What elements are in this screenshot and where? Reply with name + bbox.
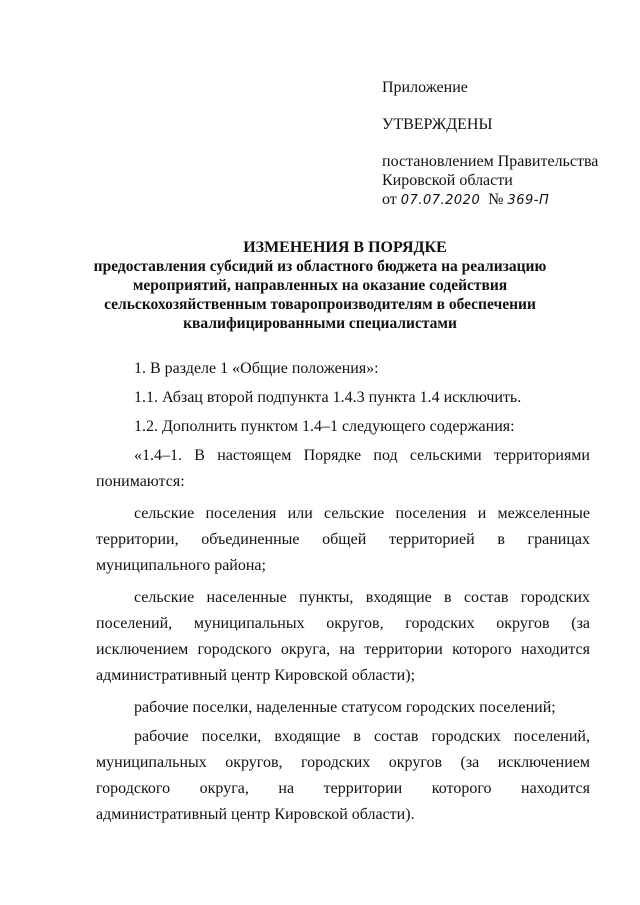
paragraph-rural-localities: сельские населенные пункты, входящие в состав городских поселений, муниципальных округов, городских округов (за исключением городского округа, на территории которого находится административный центр Кировской области);: [96, 589, 590, 684]
approval-line-2: Кировской области: [382, 172, 513, 189]
title-sub-line: сельскохозяйственным товаропроизводителям в обеспечении: [104, 296, 536, 313]
paragraph-workers-settlements-included: рабочие поселки, входящие в состав городских поселений, муниципальных округов, городских округов (за исключением городского округа, на территории которого находится административный центр Кировской области).: [96, 728, 590, 823]
handwritten-number: 369-П: [507, 193, 550, 208]
document-body: [96, 356, 590, 834]
paragraph-1-4-1: «1.4–1. В настоящем Порядке под сельскими территориями понимаются:: [96, 447, 590, 490]
handwritten-date: 07.07.2020: [400, 193, 481, 208]
approved-label: УТВЕРЖДЕНЫ: [382, 116, 493, 133]
document-title: [0, 238, 640, 333]
approval-date-line: [382, 190, 622, 210]
paragraph-workers-settlements-status: рабочие поселки, наделенные статусом городских поселений;: [134, 699, 556, 716]
title-sub-line: мероприятий, направленных на оказание содействия: [132, 277, 508, 294]
paragraph-section-1: 1. В разделе 1 «Общие положения»:: [134, 360, 379, 377]
title-sub-line: квалифицированными специалистами: [183, 315, 457, 332]
number-label: №: [488, 191, 504, 208]
paragraph-1-1: 1.1. Абзац второй подпункта 1.4.3 пункта 1.4 исключить.: [134, 389, 522, 406]
paragraph-1-2: 1.2. Дополнить пунктом 1.4–1 следующего содержания:: [134, 418, 515, 435]
paragraph-rural-settlements: сельские поселения или сельские поселения и межселенные территории, объединенные общей территорией в границах муниципального района;: [96, 505, 590, 574]
approval-block: [382, 78, 622, 210]
title-main: ИЗМЕНЕНИЯ В ПОРЯДКЕ: [243, 239, 447, 256]
title-sub-line: предоставления субсидий из областного бюджета на реализацию: [93, 258, 547, 275]
appendix-label: Приложение: [382, 79, 468, 96]
from-label: от: [382, 191, 397, 208]
approval-line-1: постановлением Правительства: [382, 153, 599, 170]
